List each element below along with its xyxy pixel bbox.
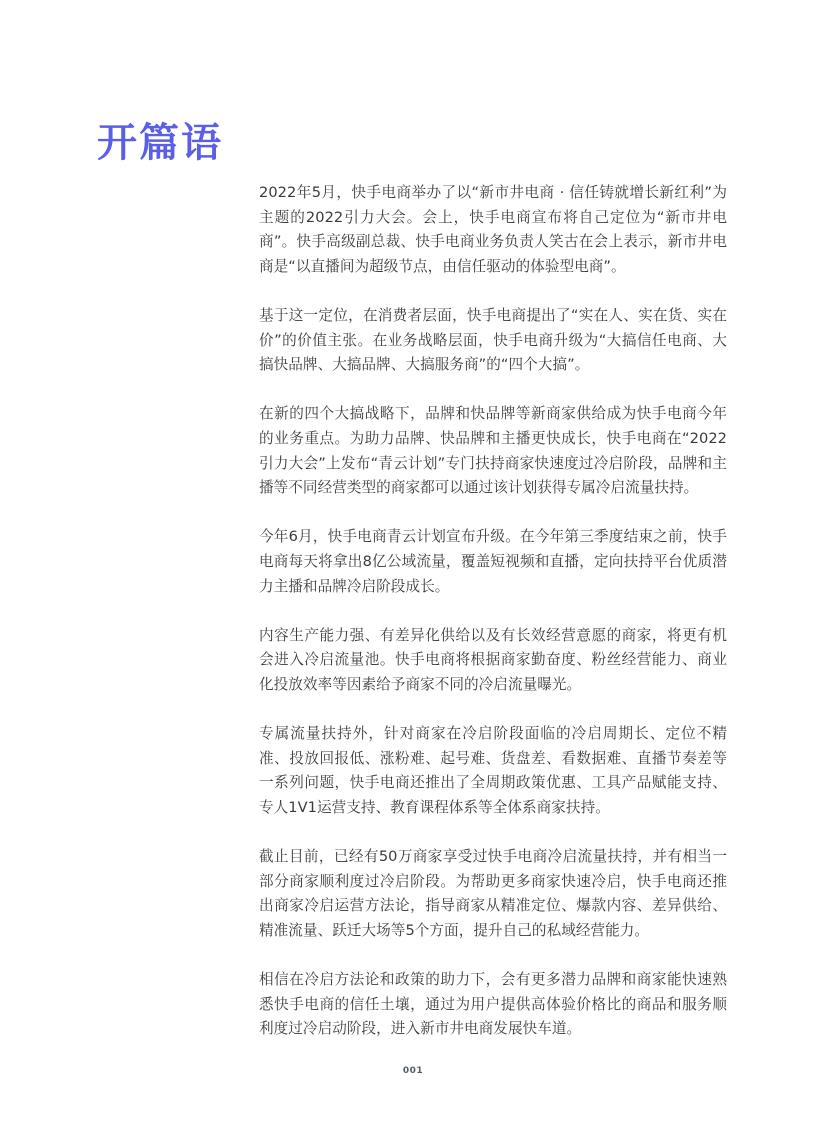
paragraph-4: 今年6月，快手电商青云计划宣布升级。在今年第三季度结束之前，快手电商每天将拿出8亿公域流量，覆盖短视频和直播，定向扶持平台优质潜力主播和品牌冷启阶段成长。 [259, 528, 727, 595]
paragraph-3: 在新的四个大搞战略下，品牌和快品牌等新商家供给成为快手电商今年的业务重点。为助力品牌、快品牌和主播更快成长，快手电商在“2022引力大会”上发布“青云计划”专门扶持商家快速度过冷启阶段，品牌和主播等不同经营类型的商家都可以通过该计划获得专属冷启流量扶持。 [259, 405, 727, 497]
body-text [259, 181, 727, 1066]
paragraph-1: 2022年5月，快手电商举办了以“新市井电商 · 信任铸就增长新红利”为主题的2022引力大会。会上，快手电商宣布将自己定位为“新市井电商”。快手高级副总裁、快手电商业务负责人笑古在会上表示，新市井电商是“以直播间为超级节点，由信任驱动的体验型电商”。 [259, 184, 727, 275]
paragraph-2: 基于这一定位，在消费者层面，快手电商提出了“实在人、实在货、实在价”的价值主张。在业务战略层面，快手电商升级为“大搞信任电商、大搞快品牌、大搞品牌、大搞服务商”的“四个大搞”。 [259, 306, 727, 374]
paragraph-5: 内容生产能力强、有差异化供给以及有长效经营意愿的商家，将更有机会进入冷启流量池。快手电商将根据商家勤奋度、粉丝经营能力、商业化投放效率等因素给予商家不同的冷启流量曝光。 [259, 626, 727, 693]
paragraph-6: 专属流量扶持外，针对商家在冷启阶段面临的冷启周期长、定位不精准、投放回报低、涨粉难、起号难、货盘差、看数据难、直播节奏差等一系列问题，快手电商还推出了全周期政策优惠、工具产品赋能支持、专人1V1运营支持、教育课程体系等全体系商家扶持。 [259, 725, 727, 816]
page-title: 开篇语 [97, 120, 223, 166]
paragraph-7: 截止目前，已经有50万商家享受过快手电商冷启流量扶持，并有相当一部分商家顺利度过冷启阶段。为帮助更多商家快速冷启，快手电商还推出商家冷启运营方法论，指导商家从精准定位、爆款内容、差异供给、精准流量、跃迁大场等5个方面，提升自己的私域经营能力。 [259, 848, 727, 939]
paragraph-8: 相信在冷启方法论和政策的助力下，会有更多潜力品牌和商家能快速熟悉快手电商的信任土壤，通过为用户提供高体验价格比的商品和服务顺利度过冷启动阶段，进入新市井电商发展快车道。 [259, 971, 727, 1038]
page-number: 001 [402, 1066, 424, 1076]
